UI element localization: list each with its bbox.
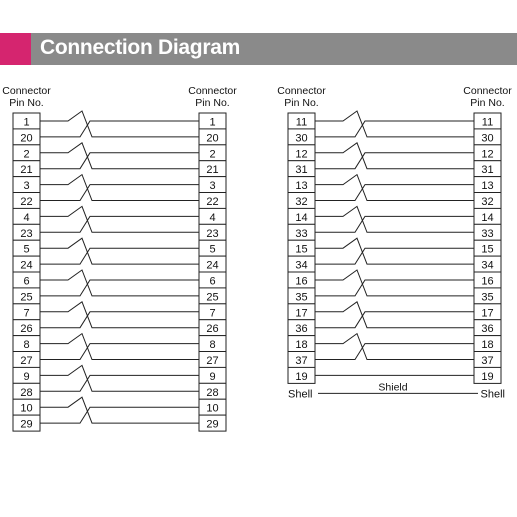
right-group-right-heading-line1: Connector	[463, 85, 512, 97]
right-group-pair-17-36-wire-a	[315, 302, 474, 328]
right-group-left-pin-19-label: 19	[295, 370, 308, 383]
left-group-right-pin-4-label: 4	[209, 211, 216, 224]
left-group-right-pin-8-label: 8	[209, 339, 216, 352]
right-group-right-pin-31-label: 31	[481, 164, 494, 177]
left-group-right-pin-28-label: 28	[206, 386, 219, 399]
right-group-right-pin-14-label: 14	[481, 211, 494, 224]
left-group-left-pin-7-label: 7	[23, 307, 30, 320]
left-group-pair-7-26-wire-b	[40, 312, 199, 328]
shield-center-label: Shield	[378, 381, 408, 394]
shield-left-label: Shell	[288, 388, 313, 401]
left-group-left-pin-28-label: 28	[20, 386, 33, 399]
left-group-right-pin-5-label: 5	[209, 243, 216, 256]
right-group-right-pin-33-label: 33	[481, 227, 494, 240]
left-group-left-heading-line1: Connector	[2, 85, 51, 97]
right-group-pair-12-31-wire-a	[315, 143, 474, 169]
left-group-pair-6-25-wire-b	[40, 280, 199, 296]
right-group-left-pin-14-label: 14	[295, 211, 308, 224]
right-group-pair-18-37-wire-a	[315, 334, 474, 360]
left-group-right-heading-line2: Pin No.	[195, 97, 230, 109]
left-group-pair-3-22-wire-a	[40, 175, 199, 201]
right-group-left-pin-36-label: 36	[295, 323, 308, 336]
left-group-pair-2-21-wire-a	[40, 143, 199, 169]
left-group-pair-5-24-wire-a	[40, 238, 199, 264]
right-group-pair-11-30-wire-a	[315, 111, 474, 137]
left-group-left-pin-25-label: 25	[20, 291, 33, 304]
right-group-pair-15-34-wire-b	[315, 248, 474, 264]
right-group-right-pin-34-label: 34	[481, 259, 494, 272]
right-group-left-heading-line1: Connector	[277, 85, 326, 97]
left-group-pair-9-28-wire-b	[40, 375, 199, 391]
right-group-right-pin-37-label: 37	[481, 355, 494, 367]
right-group-left-pin-33-label: 33	[295, 227, 308, 240]
left-group-left-pin-26-label: 26	[20, 323, 33, 336]
left-group-right-pin-21-label: 21	[206, 164, 219, 177]
left-group-pair-7-26-wire-a	[40, 302, 199, 328]
right-group-right-pin-35-label: 35	[481, 291, 494, 304]
right-group-left-pin-17-label: 17	[295, 307, 308, 320]
left-group-right-pin-2-label: 2	[209, 148, 216, 161]
left-group-right-pin-6-label: 6	[209, 275, 216, 288]
right-group-left-pin-32-label: 32	[295, 196, 308, 208]
left-group-left-pin-1-label: 1	[23, 116, 30, 129]
right-group-left-pin-15-label: 15	[295, 243, 308, 256]
left-group-left-pin-6-label: 6	[23, 275, 30, 288]
right-group-right-pin-13-label: 13	[481, 180, 494, 193]
right-group-left-pin-12-label: 12	[295, 148, 308, 161]
left-group-left-pin-24-label: 24	[20, 259, 33, 272]
left-group-right-pin-7-label: 7	[209, 307, 216, 320]
left-group-right-pin-1-label: 1	[209, 116, 216, 129]
right-group-left-pin-35-label: 35	[295, 291, 308, 304]
left-group-left-pin-23-label: 23	[20, 227, 33, 240]
right-group-pair-15-34-wire-a	[315, 238, 474, 264]
right-group-right-pin-15-label: 15	[481, 243, 494, 256]
right-group-left-pin-11-label: 11	[295, 116, 308, 129]
left-group-pair-6-25-wire-a	[40, 270, 199, 296]
left-group-right-pin-24-label: 24	[206, 259, 219, 272]
right-group-pair-16-35-wire-b	[315, 280, 474, 296]
right-group-pair-18-37-wire-b	[315, 344, 474, 360]
left-group-left-pin-3-label: 3	[23, 180, 30, 193]
left-group-pair-8-27-wire-a	[40, 334, 199, 360]
left-group-left-pin-2-label: 2	[23, 148, 30, 161]
right-group-pair-17-36-wire-b	[315, 312, 474, 328]
left-group-left-pin-20-label: 20	[20, 132, 33, 145]
left-group-right-pin-25-label: 25	[206, 291, 219, 304]
left-group-pair-8-27-wire-b	[40, 344, 199, 360]
right-group-pair-14-33-wire-b	[315, 216, 474, 232]
right-group-left-pin-13-label: 13	[295, 180, 308, 193]
left-group-left-pin-8-label: 8	[23, 339, 30, 352]
left-group-right-heading-line1: Connector	[188, 85, 237, 97]
left-group-left-pin-29-label: 29	[20, 418, 33, 431]
left-group-right-pin-3-label: 3	[209, 180, 216, 193]
left-group-right-pin-10-label: 10	[206, 402, 219, 415]
right-group-left-heading-line2: Pin No.	[284, 97, 319, 109]
right-group-left-pin-34-label: 34	[295, 259, 308, 272]
left-group-pair-2-21-wire-b	[40, 153, 199, 169]
left-group-pair-4-23-wire-a	[40, 206, 199, 232]
left-group-pair-4-23-wire-b	[40, 216, 199, 232]
right-group-pair-12-31-wire-b	[315, 153, 474, 169]
left-group-left-pin-9-label: 9	[23, 370, 30, 383]
right-group-pair-13-32-wire-a	[315, 175, 474, 201]
left-group-right-pin-27-label: 27	[206, 355, 219, 367]
page-title: Connection Diagram	[40, 36, 240, 59]
right-group-left-pin-31-label: 31	[295, 164, 308, 177]
left-group-left-pin-10-label: 10	[20, 402, 33, 415]
left-group-right-pin-20-label: 20	[206, 132, 219, 145]
right-group-left-pin-16-label: 16	[295, 275, 308, 288]
right-group-right-pin-32-label: 32	[481, 196, 494, 208]
right-group-pair-13-32-wire-b	[315, 185, 474, 201]
right-group-left-pin-18-label: 18	[295, 339, 308, 352]
left-group-pair-1-20-wire-b	[40, 121, 199, 137]
left-group-left-pin-22-label: 22	[20, 196, 33, 208]
left-group-pair-10-29-wire-b	[40, 407, 199, 423]
right-group-right-pin-30-label: 30	[481, 132, 494, 145]
left-group-pair-5-24-wire-b	[40, 248, 199, 264]
right-group-left-pin-30-label: 30	[295, 132, 308, 145]
shield-right-label: Shell	[480, 388, 505, 401]
right-group-pair-16-35-wire-a	[315, 270, 474, 296]
left-group-pair-3-22-wire-b	[40, 185, 199, 201]
left-group-left-heading-line2: Pin No.	[9, 97, 44, 109]
right-group-right-pin-16-label: 16	[481, 275, 494, 288]
right-group-right-pin-17-label: 17	[481, 307, 494, 320]
left-group-right-pin-23-label: 23	[206, 227, 219, 240]
right-group-right-pin-11-label: 11	[481, 116, 494, 129]
right-group-pair-11-30-wire-b	[315, 121, 474, 137]
left-group-left-pin-4-label: 4	[23, 211, 30, 224]
right-group-right-pin-18-label: 18	[481, 339, 494, 352]
left-group-left-pin-27-label: 27	[20, 355, 33, 367]
right-group-left-pin-37-label: 37	[295, 355, 308, 367]
right-group-right-pin-36-label: 36	[481, 323, 494, 336]
left-group-left-pin-5-label: 5	[23, 243, 30, 256]
left-group-right-pin-26-label: 26	[206, 323, 219, 336]
left-group-right-pin-9-label: 9	[209, 370, 216, 383]
right-group-pair-14-33-wire-a	[315, 206, 474, 232]
right-group-right-pin-19-label: 19	[481, 370, 494, 383]
left-group-pair-10-29-wire-a	[40, 397, 199, 423]
left-group-pair-1-20-wire-a	[40, 111, 199, 137]
left-group-right-pin-29-label: 29	[206, 418, 219, 431]
right-group-right-heading-line2: Pin No.	[470, 97, 505, 109]
left-group-right-pin-22-label: 22	[206, 196, 219, 208]
left-group-left-pin-21-label: 21	[20, 164, 33, 177]
left-group-pair-9-28-wire-a	[40, 365, 199, 391]
right-group-right-pin-12-label: 12	[481, 148, 494, 161]
